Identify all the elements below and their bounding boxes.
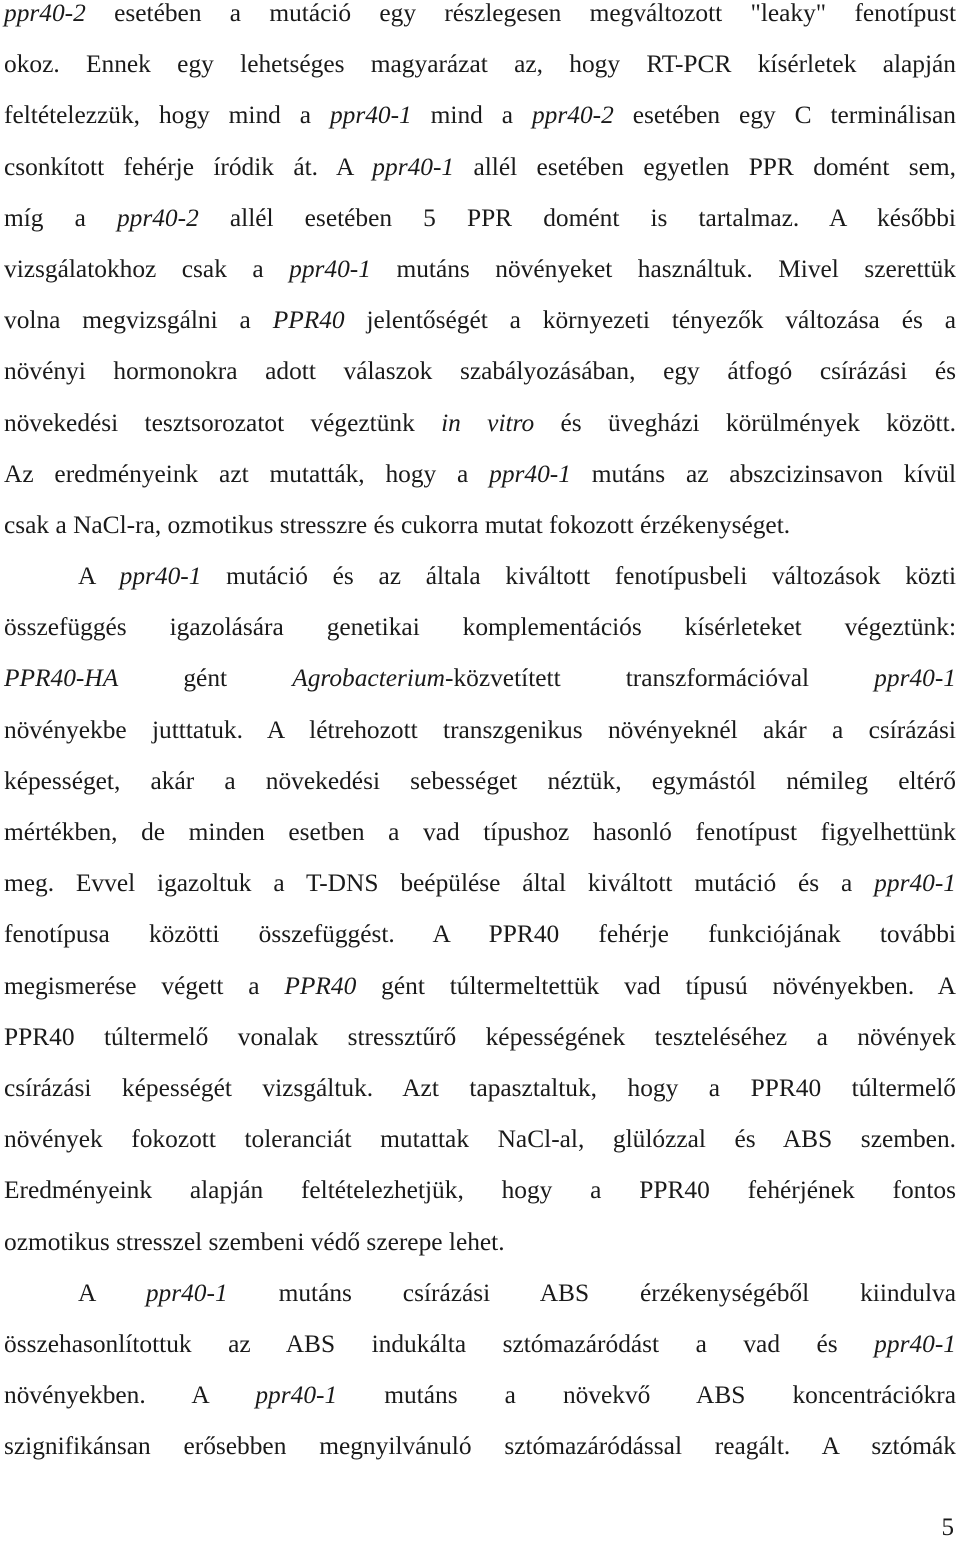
italic-term: ppr40-1 — [489, 459, 571, 488]
text-line — [4, 1421, 956, 1472]
text-line — [4, 602, 956, 653]
text-line — [4, 449, 956, 500]
italic-term: ppr40-1 — [372, 152, 455, 181]
text-line — [4, 398, 956, 449]
text-line — [4, 295, 956, 346]
text-segment: növényekben. A — [4, 1381, 256, 1410]
text-segment: fenotípusa közötti összefüggést. A PPR40 fehérje funkciójának további — [4, 920, 956, 949]
text-segment: növényekbe jutttatuk. A létrehozott transzgenikus növényeknél akár a csírázási — [4, 715, 956, 744]
text-segment: csírázási képességét vizsgáltuk. Azt tapasztaltuk, hogy a PPR40 túltermelő — [4, 1073, 956, 1102]
italic-term: ppr40-1 — [289, 254, 371, 283]
text-line — [4, 500, 956, 551]
page-number: 5 — [941, 1514, 954, 1541]
text-segment: mértékben, de minden esetben a vad típushoz hasonló fenotípust figyelhettünk — [4, 818, 956, 846]
italic-term: ppr40-1 — [119, 562, 202, 591]
text-segment: képességet, akár a növekedési sebességet néztük, egymástól némileg eltérő — [4, 766, 956, 795]
text-segment: -közvetített transzformációval — [445, 664, 875, 693]
italic-term: PPR40-HA — [4, 664, 119, 693]
text-segment: vizsgálatokhoz csak a — [4, 254, 290, 283]
text-segment: feltételezzük, hogy mind a — [4, 101, 330, 130]
text-segment: növényi hormonokra adott válaszok szabályozásában, egy átfogó csírázási és — [4, 357, 956, 386]
italic-term: ppr40-1 — [329, 101, 412, 130]
text-segment: összehasonlítottuk az ABS indukálta sztómazáródást a vad és — [4, 1329, 875, 1358]
text-segment: mutáció és az általa kiváltott fenotípusbeli változások közti — [201, 562, 956, 591]
text-line — [4, 90, 956, 141]
text-line — [4, 1114, 956, 1165]
text-segment: míg a — [4, 203, 117, 232]
italic-term: ppr40-2 — [4, 0, 86, 27]
text-line — [4, 858, 956, 909]
italic-term: ppr40-1 — [874, 869, 956, 898]
text-segment: allél esetében egyetlen PPR domént sem, — [454, 152, 956, 181]
italic-term: PPR40 — [272, 306, 345, 335]
text-line — [4, 346, 956, 397]
text-line — [4, 1370, 956, 1421]
text-line — [4, 807, 956, 858]
text-segment: jelentőségét a környezeti tényezők változása és a — [344, 306, 956, 335]
italic-term: in vitro — [441, 408, 535, 437]
text-line — [4, 756, 956, 807]
text-line — [4, 705, 956, 756]
text-segment: A — [78, 1278, 146, 1307]
text-segment: szignifikánsan erősebben megnyilvánuló sztómazáródással reagált. A sztómák — [4, 1432, 956, 1461]
text-segment: volna megvizsgálni a — [4, 306, 273, 335]
text-segment: Eredményeink alapján feltételezhetjük, hogy a PPR40 fehérjének fontos — [4, 1176, 956, 1205]
text-segment: csak a NaCl-ra, ozmotikus stresszre és cukorra mutat fokozott érzékenységet. — [4, 510, 791, 539]
text-line — [4, 1165, 956, 1216]
text-line — [4, 551, 956, 602]
text-line — [4, 1217, 956, 1268]
text-segment: mutáns az abszcizinsavon kívül — [570, 459, 956, 488]
italic-term: ppr40-1 — [874, 664, 956, 693]
text-line — [4, 909, 956, 960]
text-segment: összefüggés igazolására genetikai komplementációs kísérleteket végeztünk: — [4, 613, 956, 642]
text-segment: okoz. Ennek egy lehetséges magyarázat az, hogy RT-PCR kísérletek alapján — [4, 50, 956, 79]
text-segment: esetében egy C terminálisan — [613, 101, 956, 130]
text-segment: mind a — [411, 101, 532, 130]
italic-term: ppr40-1 — [145, 1278, 228, 1307]
text-segment: mutáns a növekvő ABS koncentrációkra — [337, 1381, 957, 1410]
text-segment: gént túltermeltettük vad típusú növényekben. A — [356, 971, 956, 1000]
text-segment: növekedési tesztsorozatot végeztünk — [4, 408, 442, 437]
text-line — [4, 193, 956, 244]
body-text — [4, 0, 956, 1472]
text-segment: gént — [118, 664, 293, 693]
text-segment: megismerése végett a — [4, 971, 285, 1000]
text-segment: meg. Evvel igazoltuk a T-DNS beépülése által kiváltott mutáció és a — [4, 869, 875, 898]
italic-term: ppr40-2 — [531, 101, 614, 130]
text-line — [4, 961, 956, 1012]
text-line — [4, 244, 956, 295]
text-line — [4, 0, 956, 39]
text-segment: csonkított fehérje íródik át. A — [4, 152, 373, 181]
italic-term: ppr40-1 — [874, 1329, 956, 1358]
italic-term: ppr40-1 — [255, 1381, 338, 1410]
text-line — [4, 1063, 956, 1114]
text-segment: növények fokozott toleranciát mutattak NaCl-al, glülózzal és ABS szemben. — [4, 1125, 956, 1154]
text-segment: A — [78, 562, 120, 591]
text-line — [4, 39, 956, 90]
italic-term: ppr40-2 — [116, 203, 199, 232]
text-segment: mutáns növényeket használtuk. Mivel szerettük — [370, 254, 956, 283]
text-line — [4, 653, 956, 704]
text-segment: allél esetében 5 PPR domént is tartalmaz. A későbbi — [198, 203, 956, 232]
text-line — [4, 1319, 956, 1370]
italic-term: PPR40 — [284, 971, 357, 1000]
text-segment: ozmotikus stresszel szembeni védő szerepe lehet. — [4, 1227, 505, 1256]
text-segment: mutáns csírázási ABS érzékenységéből kiindulva — [227, 1278, 956, 1307]
text-segment: PPR40 túltermelő vonalak stressztűrő képességének teszteléséhez a növények — [4, 1022, 956, 1051]
italic-term: Agrobacterium — [292, 664, 445, 693]
text-segment: és üvegházi körülmények között. — [534, 408, 957, 437]
text-segment: esetében a mutáció egy részlegesen megváltozott "leaky" fenotípust — [85, 0, 956, 27]
text-segment: Az eredményeink azt mutatták, hogy a — [4, 459, 490, 488]
text-line — [4, 142, 956, 193]
text-line — [4, 1268, 956, 1319]
text-line — [4, 1012, 956, 1063]
